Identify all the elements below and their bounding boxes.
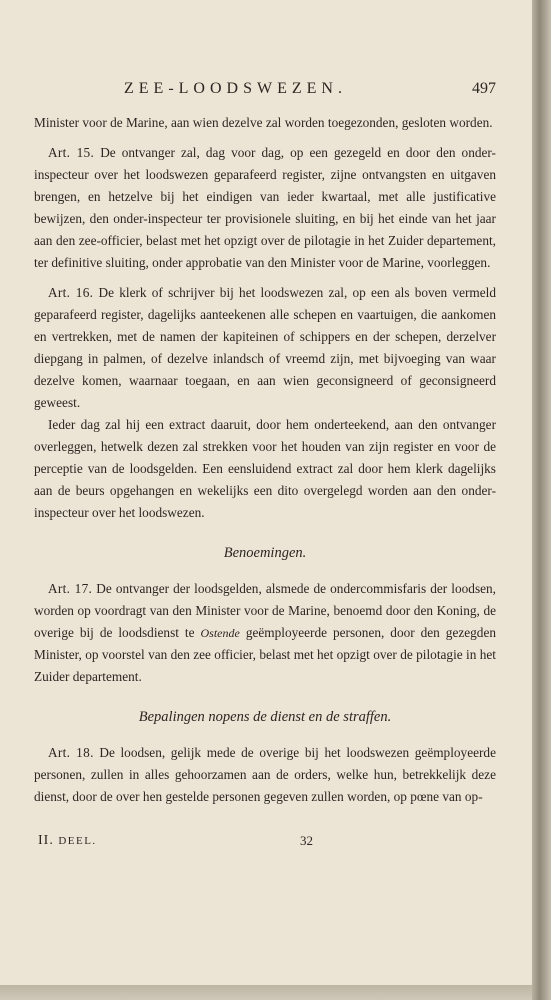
- article-label: Art. 16.: [48, 285, 94, 300]
- page-footer: [38, 833, 498, 855]
- article-18: [34, 742, 496, 808]
- section-heading-benoemingen: Benoemingen.: [223, 545, 307, 561]
- article-text: De klerk of schrijver bij het loodswezen zal, op een als boven vermeld geparafeerd register, dagelijks aanteekenen alle schepen en vaartuigen, die aankomen en vertrekken, met de namen der kapiteinen of schippers en der schepen, derzelver diepgang in palmen, of dezelve inlandsch of vreemd zijn, met bijvoeging van waar dezelve komen, waarnaar toegaan, en aan wien geconsigneerd of geconsigneerd geweest.: [34, 285, 496, 410]
- section-heading-bepalingen: Bepalingen nopens de dienst en de straffen.: [138, 709, 392, 725]
- paragraph-continuation: [34, 112, 496, 134]
- running-header: [34, 80, 496, 104]
- place-name: Ostende: [200, 626, 240, 640]
- article-15: [34, 142, 496, 274]
- page-number: 497: [472, 80, 496, 97]
- body-text: [34, 112, 496, 808]
- paragraph-extract: [34, 414, 496, 524]
- article-text: De ontvanger zal, dag voor dag, op een gezegeld en door den onder-inspecteur over het loodswezen geparafeerd register, zijne ontvangsten en uitgaven brengen, en hetzelve bij het eindigen van ieder kwartaal, met alle justificative bewijzen, den onder-inspecteur ter provisionele sluiting, en bij het einde van het jaar aan den zee-officier, belast met het opzigt over de pilotagie in het Zuider departement, ter definitive sluiting, onder approbatie van den Minister voor de Marine, voorleggen.: [34, 145, 496, 270]
- article-label: Art. 15.: [48, 145, 95, 160]
- volume-signature: [38, 833, 97, 849]
- article-16: [34, 282, 496, 414]
- page-bottom-edge: [0, 985, 532, 1000]
- article-17: [34, 578, 496, 688]
- article-text-continued: geëmployeerde personen, door den gezegden Minister, op voorstel van den zee officier, belast met het opzigt over de pilotagie in het Zuider departement.: [34, 625, 497, 684]
- volume-word: DEEL.: [58, 835, 97, 847]
- gathering-signature: 32: [300, 833, 313, 848]
- page-edge: [532, 0, 551, 1000]
- article-label: Art. 18.: [48, 745, 94, 760]
- article-text: De loodsen, gelijk mede de overige bij het loodswezen geëmployeerde personen, zullen in alles gehoorzamen aan de orders, welke hun, betrekkelijk deze dienst, door de over hen gestelde personen gegeven zullen worden, op pœne van op-: [34, 745, 496, 804]
- paragraph-text: Ieder dag zal hij een extract daaruit, door hem onderteekend, aan den ontvanger overleggen, hetwelk dezen zal strekken voor het houden van zijn register en voor de perceptie van de loodsgelden. Een eensluidend extract zal door hem klerk dagelijks aan de beurs opgehangen en wekelijks een dito overgelegd worden aan den onder-inspecteur over het loodswezen.: [34, 417, 496, 520]
- article-label: Art. 17.: [48, 581, 93, 596]
- paragraph-text: Minister voor de Marine, aan wien dezelve zal worden toegezonden, gesloten worden.: [34, 115, 493, 130]
- article-text: De ontvanger der loodsgelden, alsmede de ondercommisfaris der loodsen, worden op voordragt van den Minister voor de Marine, benoemd door den Koning, de overige bij de loodsdienst te: [34, 581, 496, 640]
- running-title: ZEE-LOODSWEZEN.: [124, 80, 347, 97]
- volume-number: II.: [38, 833, 54, 848]
